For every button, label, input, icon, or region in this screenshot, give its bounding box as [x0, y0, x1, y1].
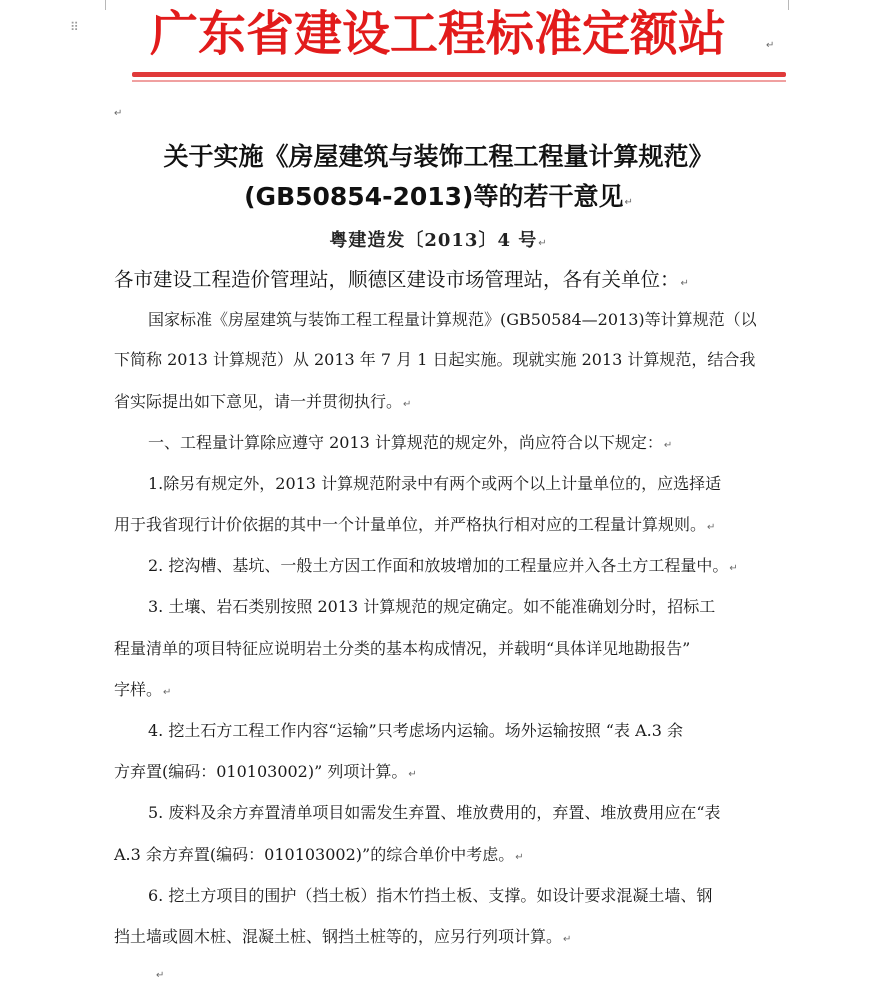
body-line: 1.除另有规定外，2013 计算规范附录中有两个或两个以上计量单位的，应选择适	[148, 474, 722, 493]
body-line: 挡土墙或圆木桩、混凝土桩、钢挡土桩等的，应另行列项计算。↵	[114, 927, 572, 946]
document-title-line-2: (GB50854-2013)等的若干意见↵	[244, 182, 633, 211]
document-number: 粤建造发〔2013〕4 号↵	[329, 230, 548, 251]
paragraph-mark-icon: ↵	[624, 197, 633, 208]
body-line: 用于我省现行计价依据的其中一个计量单位，并严格执行相对应的工程量计算规则。↵	[114, 515, 716, 534]
masthead-title: 广东省建设工程标准定额站	[150, 6, 727, 62]
paragraph-mark-icon: ↵	[163, 687, 172, 698]
paragraph-mark-icon: ↵	[663, 440, 673, 451]
paragraph-mark-icon: ↵	[403, 399, 412, 410]
body-line: 方弃置(编码：010103002)” 列项计算。↵	[114, 762, 417, 781]
body-line: 省实际提出如下意见，请一并贯彻执行。↵	[114, 392, 412, 411]
body-line: 下简称 2013 计算规范）从 2013 年 7 月 1 日起实施。现就实施 2013 计算规范，结合我	[114, 350, 756, 369]
paragraph-mark-icon: ↵	[114, 108, 123, 119]
body-line: 3. 土壤、岩石类别按照 2013 计算规范的规定确定。如不能准确划分时，招标工	[148, 597, 716, 616]
paragraph-mark-icon: ↵	[766, 40, 775, 51]
crop-mark-top-left	[95, 0, 106, 10]
body-line: 5. 废料及余方弃置清单项目如需发生弃置、堆放费用的，弃置、堆放费用应在“表	[148, 803, 721, 822]
body-line: 一、工程量计算除应遵守 2013 计算规范的规定外，尚应符合以下规定：↵	[148, 433, 673, 452]
drag-handle-icon[interactable]: ⠿	[70, 20, 78, 34]
body-line: 字样。↵	[114, 680, 172, 699]
paragraph-mark-icon: ↵	[563, 934, 572, 945]
paragraph-mark-icon: ↵	[538, 238, 548, 249]
body-line: 2. 挖沟槽、基坑、一般土方因工作面和放坡增加的工程量应并入各土方工程量中。↵	[148, 556, 738, 575]
paragraph-mark-icon: ↵	[729, 563, 738, 574]
body-line: A.3 余方弃置(编码：010103002)”的综合单价中考虑。↵	[114, 845, 524, 864]
body-line: 国家标准《房屋建筑与装饰工程工程量计算规范》(GB50584—2013)等计算规范（以	[148, 310, 757, 329]
addressee-line: 各市建设工程造价管理站，顺德区建设市场管理站，各有关单位：↵	[114, 268, 689, 291]
paragraph-mark-icon: ↵	[156, 970, 165, 981]
paragraph-mark-icon: ↵	[515, 852, 524, 863]
document-title-line-1: 关于实施《房屋建筑与装饰工程工程量计算规范》	[163, 142, 714, 171]
paragraph-mark-icon: ↵	[707, 522, 716, 533]
body-line: 6. 挖土方项目的围护（挡土板）指木竹挡土板、支撑。如设计要求混凝土墙、钢	[148, 886, 713, 905]
masthead-rule	[132, 72, 786, 77]
masthead-rule-thin	[132, 80, 786, 82]
paragraph-mark-icon: ↵	[408, 769, 417, 780]
body-line: 4. 挖土石方工程工作内容“运输”只考虑场内运输。场外运输按照 “表 A.3 余	[148, 721, 683, 740]
body-line: 程量清单的项目特征应说明岩土分类的基本构成情况，并载明“具体详见地勘报告”	[114, 639, 691, 658]
paragraph-mark-icon: ↵	[680, 278, 689, 289]
